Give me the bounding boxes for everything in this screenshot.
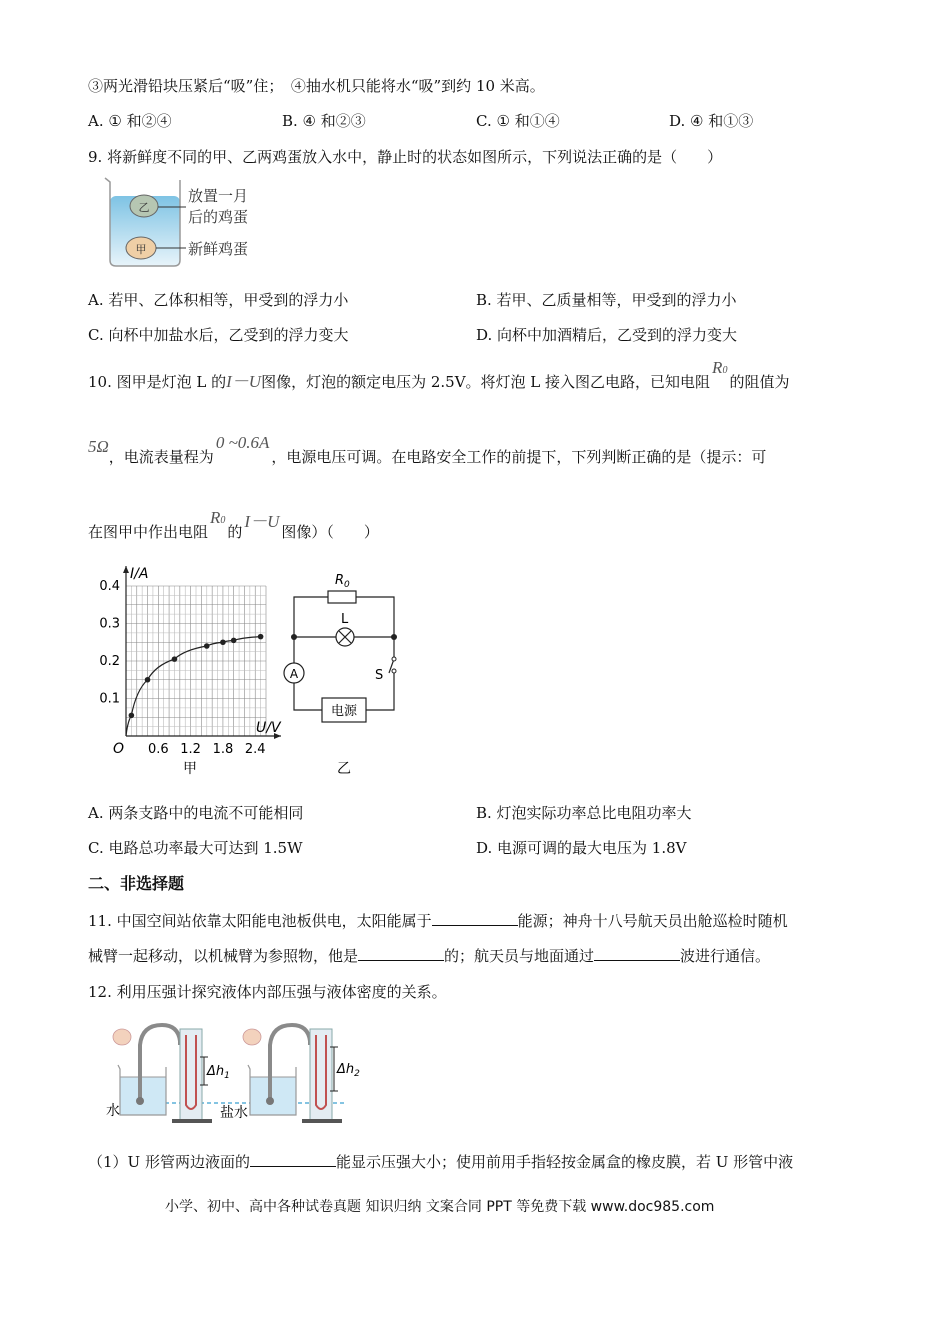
q11-line-1: 11. 中国空间站依靠太阳能电池板供电，太阳能属于 能源；神舟十八号航天员出舱巡检时随机 [88, 912, 788, 930]
data-point [145, 677, 151, 683]
q8-option-c: C. ① 和①④ [476, 112, 560, 130]
x-tick-label: 0.6 [147, 742, 169, 757]
q9-option-c: C. 向杯中加盐水后，乙受到的浮力变大 [88, 326, 349, 344]
data-point [231, 638, 237, 644]
q10-option-d: D. 电源可调的最大电压为 1.8V [476, 839, 687, 857]
omega-math: 5Ω [88, 437, 109, 456]
q9-option-b: B. 若甲、乙质量相等，甲受到的浮力小 [476, 291, 737, 309]
y-axis-arrow [123, 566, 129, 573]
q10-option-c: C. 电路总功率最大可达到 1.5W [88, 839, 303, 857]
r0-math-2: R0 [210, 508, 226, 527]
q8-option-b: B. ④ 和②③ [282, 112, 366, 130]
r0-label: $R_0$ [335, 573, 350, 590]
q11-blank-3[interactable] [594, 946, 680, 961]
chart-caption: 甲 [183, 761, 197, 777]
salt-water-setup [220, 1025, 360, 1123]
x-tick-label: 1.2 [180, 742, 201, 757]
q10-text: 的阻值为 [729, 373, 790, 391]
q10-line-2 [88, 433, 767, 467]
pressure-gauge-figure [100, 1015, 370, 1125]
q10-text: 在图甲中作出电阻 [88, 523, 209, 541]
data-point [258, 634, 264, 640]
section-title: 二、非选择题 [88, 874, 185, 893]
q9-option-a: A. 若甲、乙体积相等，甲受到的浮力小 [88, 291, 349, 309]
x-tick-label: 1.8 [212, 742, 234, 757]
page-footer: 小学、初中、高中各种试卷真题 知识归纳 文案合同 PPT 等免费下载 www.doc985.com [165, 1199, 715, 1215]
iu-math: I－U [226, 372, 262, 391]
origin-label: O [113, 741, 125, 757]
q10-text: 10. 图甲是灯泡 L 的 [88, 373, 227, 391]
data-point [204, 643, 210, 649]
data-point [172, 656, 178, 662]
q12-stem: 12. 利用压强计探究液体内部压强与液体密度的关系。 [88, 983, 447, 1001]
q10-text: 图像）（ ） [281, 523, 379, 541]
circuit-diagram [278, 565, 408, 780]
ammeter-label: A [289, 667, 299, 681]
y-tick-label: 0.1 [99, 691, 120, 707]
q10-line-3 [88, 508, 379, 545]
egg-beaker-figure [100, 176, 270, 271]
y-tick-label: 0.3 [99, 616, 120, 632]
egg-b-label: 乙 [138, 201, 150, 214]
y-axis-label: I/A [130, 566, 149, 582]
q12-part1: （1）U 形管两边液面的 能显示压强大小；使用前用手指轻按金属盒的橡皮膜，若 U 形管中液 [88, 1153, 794, 1171]
q10-text: 的 [227, 523, 243, 541]
range-math: 0 ~0.6A [215, 433, 270, 452]
y-tick-label: 0.2 [99, 654, 120, 669]
data-point [129, 713, 135, 719]
switch-label: S [375, 668, 384, 683]
salt-water-label: 盐水 [220, 1105, 248, 1121]
q11-blank-1[interactable] [432, 911, 518, 926]
q11-line-2: 械臂一起移动，以机械臂为参照物，他是 的；航天员与地面通过 波进行通信。 [88, 947, 771, 965]
iu-math-2: I－U [244, 512, 280, 531]
q8-option-d: D. ④ 和①③ [669, 112, 754, 130]
resistor-r0 [328, 591, 356, 603]
x-axis-label: U/V [256, 720, 281, 736]
q9-option-d: D. 向杯中加酒精后，乙受到的浮力变大 [476, 326, 738, 344]
q8-items-line: ③两光滑铅块压紧后“吸”住； ④抽水机只能将水“吸”到约 10 米高。 [88, 77, 545, 95]
q10-option-a: A. 两条支路中的电流不可能相同 [88, 804, 304, 822]
data-point [220, 639, 226, 645]
lamp-label: L [341, 612, 349, 627]
q11-blank-2[interactable] [358, 946, 444, 961]
water-setup [106, 1025, 230, 1123]
q12-blank-1[interactable] [250, 1152, 336, 1167]
fresh-egg-label: 新鲜鸡蛋 [188, 240, 249, 258]
circuit-caption: 乙 [337, 761, 351, 777]
egg-a-label: 甲 [135, 243, 147, 256]
dh2-label: $\Delta h_2$ [337, 1062, 360, 1079]
r0-math: R0 [712, 358, 728, 377]
old-egg-label-2: 后的鸡蛋 [188, 208, 249, 226]
q9-stem: 9. 将新鲜度不同的甲、乙两鸡蛋放入水中，静止时的状态如图所示，下列说法正确的是（ ） [88, 148, 723, 166]
q10-text: ，电源电压可调。在电路安全工作的前提下，下列判断正确的是（提示：可 [271, 448, 767, 466]
q10-option-b: B. 灯泡实际功率总比电阻功率大 [476, 804, 692, 822]
old-egg-label-1: 放置一月 [188, 187, 249, 205]
dh1-label: $\Delta h_1$ [207, 1064, 230, 1081]
x-tick-label: 2.4 [244, 742, 266, 757]
y-tick-label: 0.4 [99, 579, 120, 594]
iu-chart [90, 560, 290, 780]
q8-option-a: A. ① 和②④ [88, 112, 172, 130]
power-source-label: 电源 [330, 704, 358, 719]
q10-text: ，电流表量程为 [108, 448, 214, 466]
q10-text: 图像，灯泡的额定电压为 2.5V。将灯泡 L 接入图乙电路，已知电阻 [261, 373, 711, 391]
water-label: 水 [106, 1103, 120, 1119]
q10-line-1 [88, 358, 790, 395]
